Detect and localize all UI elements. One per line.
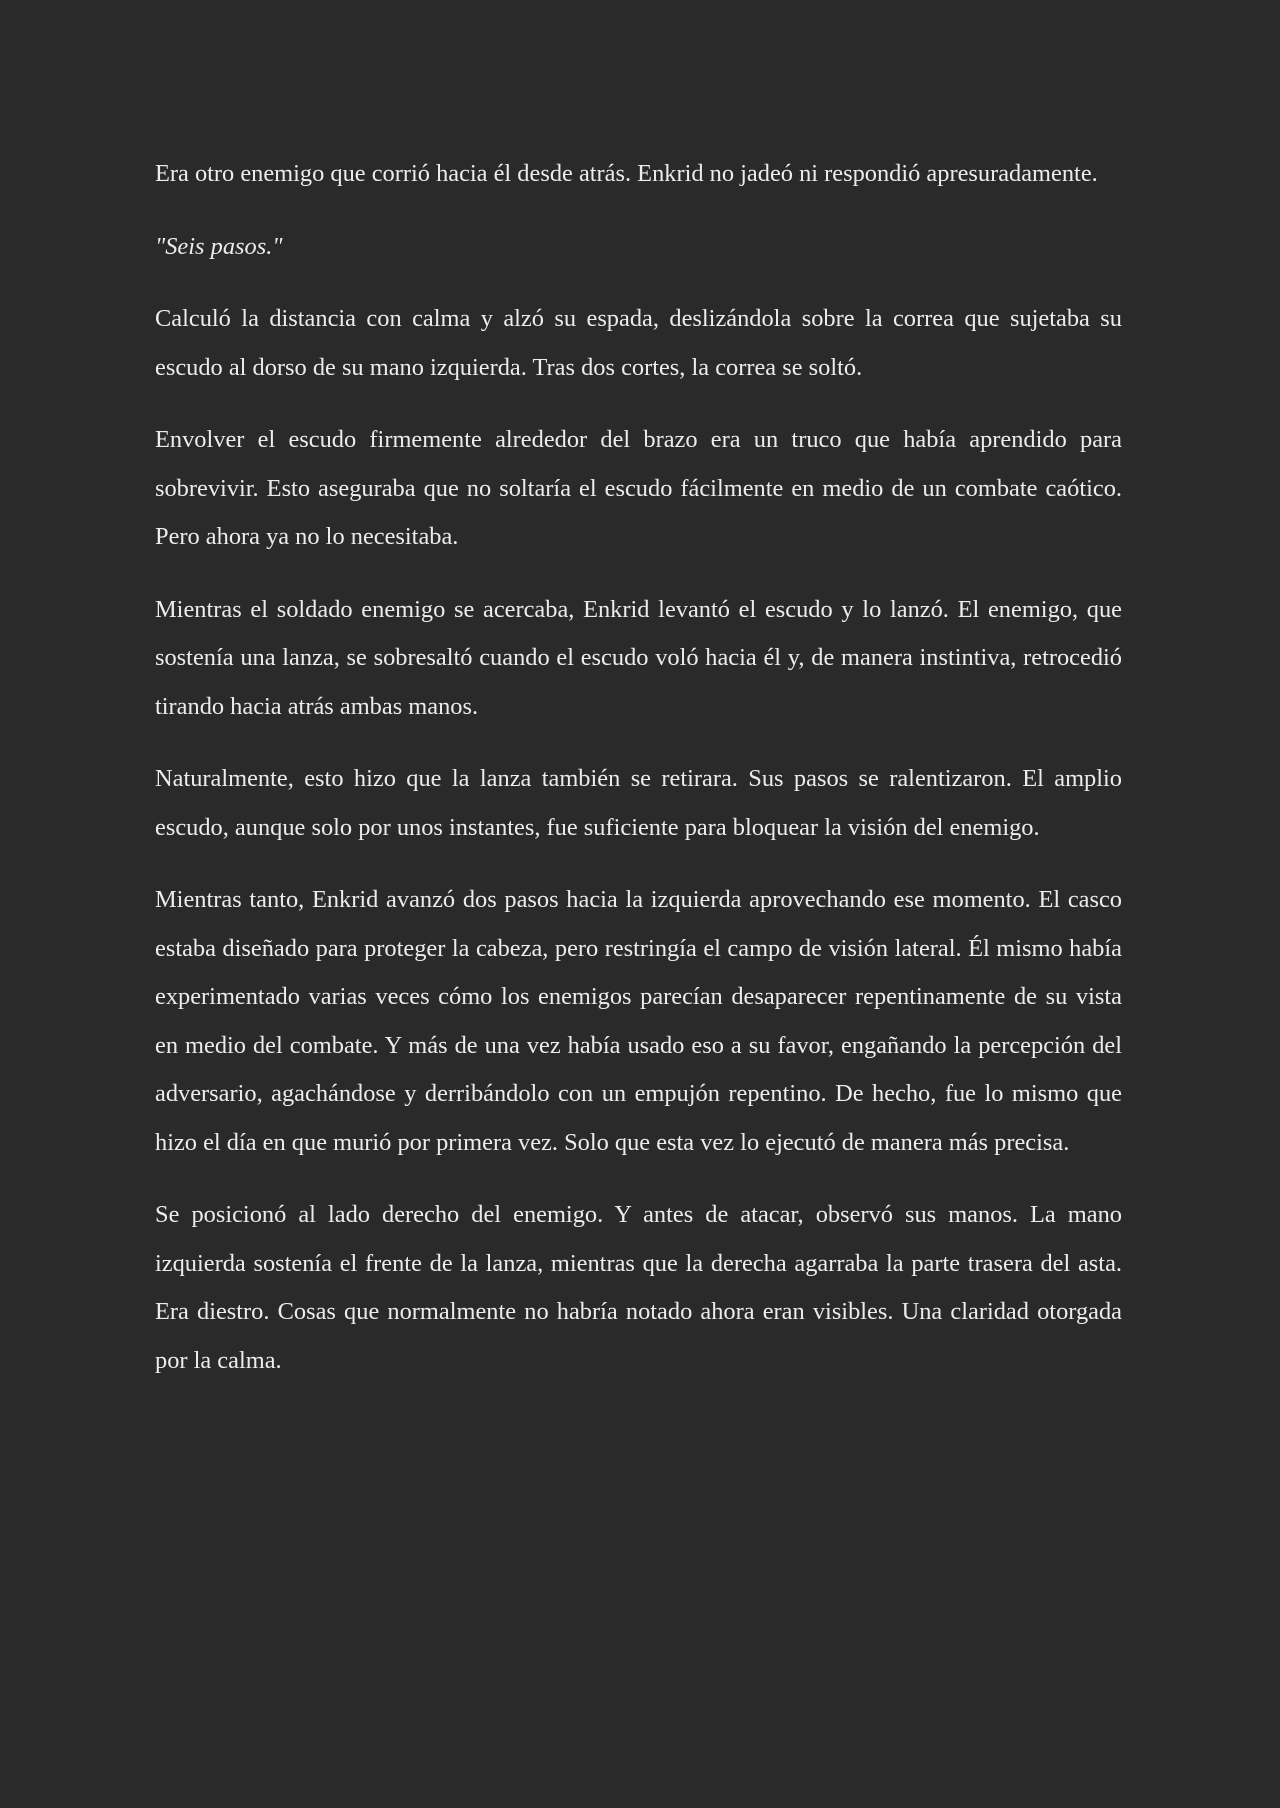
paragraph-7: Mientras tanto, Enkrid avanzó dos pasos hacia la izquierda aprovechando ese momento. El casco estaba diseñado para proteger la cabeza, pero restringía el campo de visión lateral. Él mismo había experimentado varias veces cómo los enemigos parecían desaparecer repentinamente de su vista en medio del combate. Y más de una vez había usado eso a su favor, engañando la percepción del adversario, agachándose y derribándolo con un empujón repentino. De hecho, fue lo mismo que hizo el día en que murió por primera vez. Solo que esta vez lo ejecutó de manera más precisa. — [155, 886, 1122, 1156]
paragraph-4: Envolver el escudo firmemente alrededor del brazo era un truco que había aprendido para sobrevivir. Esto aseguraba que no soltaría el escudo fácilmente en medio de un combate caótico. Pero ahora ya no lo necesitaba. — [155, 426, 1122, 550]
paragraph-3: Calculó la distancia con calma y alzó su espada, deslizándola sobre la correa que sujetaba su escudo al dorso de su mano izquierda. Tras dos cortes, la correa se soltó. — [155, 305, 1122, 381]
paragraph-1: Era otro enemigo que corrió hacia él desde atrás. Enkrid no jadeó ni respondió apresuradamente. — [155, 160, 1098, 187]
paragraph-5: Mientras el soldado enemigo se acercaba, Enkrid levantó el escudo y lo lanzó. El enemigo, que sostenía una lanza, se sobresaltó cuando el escudo voló hacia él y, de manera instintiva, retrocedió tirando hacia atrás ambas manos. — [155, 595, 1122, 720]
paragraph-8: Se posicionó al lado derecho del enemigo. Y antes de atacar, observó sus manos. La mano izquierda sostenía el frente de la lanza, mientras que la derecha agarraba la parte trasera del asta. Era diestro. Cosas que normalmente no habría notado ahora eran visibles. Una claridad otorgada por la calma. — [155, 1201, 1122, 1374]
paragraph-6: Naturalmente, esto hizo que la lanza también se retirara. Sus pasos se ralentizaron. El amplio escudo, aunque solo por unos instantes, fue suficiente para bloquear la visión del enemigo. — [155, 765, 1122, 841]
dialogue-quote: "Seis pasos." — [155, 232, 283, 260]
document-page — [155, 150, 1122, 1409]
